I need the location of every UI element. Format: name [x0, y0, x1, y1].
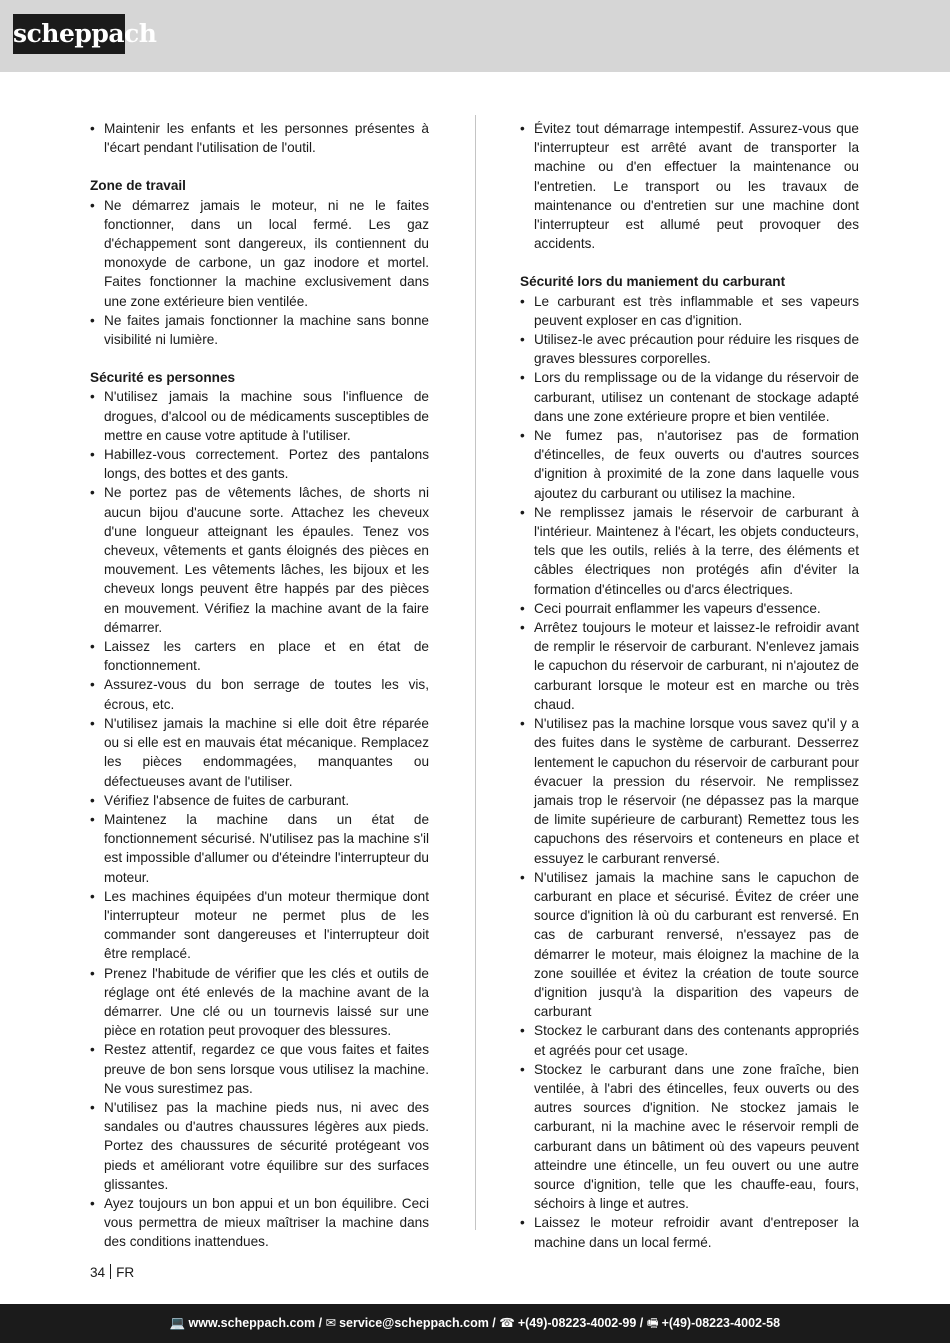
list-item: • Arrêtez toujours le moteur et laissez-le refroidir avant de remplir le réservoir de carburant. N'enlevez jamais le capuchon du réservoir de carburant, ni n'ajoutez de carburant lorsque le moteur est en marche ou très chaud. [520, 618, 859, 714]
footer-email: service@scheppach.com [339, 1316, 489, 1330]
list-item: • Restez attentif, regardez ce que vous faites et faites preuve de bon sens lorsque vous utilisez la machine. Ne vous surestimez pas. [90, 1040, 429, 1098]
list-item: • Stockez le carburant dans une zone fraîche, bien ventilée, à l'abri des étincelles, feux ouverts ou des autres sources d'ignition. Ne stockez jamais le carburant, ni la machine avec le réservoir rempli de carburant dans un bâtiment où des vapeurs peuvent atteindre une étincelle, un feu ouvert ou une autre source d'ignition, telle que les chauffe-eau, fours, séchoirs à linge et autres. [520, 1060, 859, 1214]
list-item: • Les machines équipées d'un moteur thermique dont l'interrupteur moteur ne permet plus de les commander sont dangereuses et l'interrupteur doit être remplacé. [90, 887, 429, 964]
list-item: • Ne remplissez jamais le réservoir de carburant à l'intérieur. Maintenez à l'écart, les objets conducteurs, tels que les outils, reliés à la terre, des éléments et câbles électriques non protégés afin d'éviter la formation d'étincelles ou d'arcs électriques. [520, 503, 859, 599]
page-number-separator [110, 1264, 111, 1279]
list-item: • Ceci pourrait enflammer les vapeurs d'essence. [520, 599, 859, 618]
list-item: • Ne fumez pas, n'autorisez pas de formation d'étincelles, de feux ouverts ou d'autres sources d'ignition à proximité de la zone dans laquelle vous ajoutez du carburant ou utilisez la machine. [520, 426, 859, 503]
intro-list [90, 119, 429, 157]
intro-list [520, 119, 859, 253]
page-number-value: 34 [90, 1265, 106, 1280]
phone-icon: ☎ [499, 1316, 515, 1330]
list-item: • Le carburant est très inflammable et ses vapeurs peuvent exploser en cas d'ignition. [520, 292, 859, 330]
list-item: • Assurez-vous du bon serrage de toutes les vis, écrous, etc. [90, 675, 429, 713]
list-item: • Maintenez la machine dans un état de fonctionnement sécurisé. N'utilisez pas la machine s'il est impossible d'allumer ou d'éteindre l'interrupteur du moteur. [90, 810, 429, 887]
section-heading-securite-personnes: Sécurité es personnes [90, 370, 236, 386]
email-icon: ✉ [325, 1316, 337, 1330]
section-heading-securite-carburant: Sécurité lors du maniement du carburant [520, 274, 786, 290]
column-divider [475, 115, 476, 1230]
brand-logo: scheppach [13, 14, 125, 54]
list-item: • Prenez l'habitude de vérifier que les clés et outils de réglage ont été enlevés de la machine avant de la démarrer. Une clé ou un tournevis laissé sur une pièce en rotation peut provoquer des blessures. [90, 964, 429, 1041]
list-item: • Ayez toujours un bon appui et un bon équilibre. Ceci vous permettra de mieux maîtriser la machine dans des conditions inattendues. [90, 1194, 429, 1252]
computer-icon: 💻 [169, 1316, 186, 1330]
footer-separator: / [636, 1316, 647, 1330]
list-item: • Habillez-vous correctement. Portez des pantalons longs, des bottes et des gants. [90, 445, 429, 483]
footer-website: www.scheppach.com [188, 1316, 316, 1330]
section-list [90, 387, 429, 1251]
list-item: • Laissez le moteur refroidir avant d'entreposer la machine dans un local fermé. [520, 1213, 859, 1251]
page-language: FR [116, 1265, 135, 1280]
page-number [90, 1264, 134, 1280]
footer-separator: / [315, 1316, 326, 1330]
section-list [520, 292, 859, 1252]
section-heading-zone-de-travail: Zone de travail [90, 178, 186, 194]
footer-fax: +(49)-08223-4002-58 [661, 1316, 781, 1330]
list-item: • N'utilisez jamais la machine sans le capuchon de carburant en place et sécurisé. Évitez de créer une source d'ignition là où du carburant est renversé. En cas de carburant renversé, n'essayez pas de démarrer le moteur, mais éloignez la machine de la zone souillée et évitez la création de toute source d'ignition jusqu'à la disparition des vapeurs de carburant [520, 868, 859, 1022]
footer-phone: +(49)-08223-4002-99 [517, 1316, 637, 1330]
list-item: • Évitez tout démarrage intempestif. Assurez-vous que l'interrupteur est arrêté avant de transporter la machine ou d'en effectuer la maintenance ou l'entretien. Le transport ou les travaux de maintenance ou d'entretien sur une machine dont l'interrupteur est allumé peut provoquer des accidents. [520, 119, 859, 253]
footer-separator: / [488, 1316, 500, 1330]
list-item: • Stockez le carburant dans des contenants appropriés et agréés pour cet usage. [520, 1021, 859, 1059]
list-item: • Ne portez pas de vêtements lâches, de shorts ni aucun bijou d'aucune sorte. Attachez les cheveux d'une longueur atteignant les épaules. Tenez vos cheveux, vêtements et gants éloignés des pièces en mouvement. Les vêtements lâches, les bijoux et les cheveux longs peuvent être happés par des pièces en mouvement. Vérifiez la machine avant de la faire démarrer. [90, 483, 429, 637]
list-item: • Utilisez-le avec précaution pour réduire les risques de graves blessures corporelles. [520, 330, 859, 368]
list-item: • N'utilisez jamais la machine sous l'influence de drogues, d'alcool ou de médicaments susceptibles de mettre en cause votre aptitude à l'utiliser. [90, 387, 429, 445]
list-item: • N'utilisez jamais la machine si elle doit être réparée ou si elle est en mauvais état mécanique. Remplacez les pièces endommagées, manquantes ou défectueuses avant de l'utiliser. [90, 714, 429, 791]
list-item: • Lors du remplissage ou de la vidange du réservoir de carburant, utilisez un contenant de stockage adapté dans une zone extérieure propre et bien ventilée. [520, 368, 859, 426]
page-footer [0, 1304, 950, 1343]
fax-icon: 🖷 [646, 1316, 659, 1330]
list-item: • Ne démarrez jamais le moteur, ni ne le faites fonctionner, dans un local fermé. Les gaz d'échappement sont dangereux, ils contiennent du monoxyde de carbone, un gaz inodore et mortel. Faites fonctionner la machine exclusivement dans une zone extérieure bien ventilée. [90, 196, 429, 311]
page-header [0, 0, 950, 72]
right-column [520, 119, 859, 1252]
list-item: • Vérifiez l'absence de fuites de carburant. [90, 791, 429, 810]
list-item: • Maintenir les enfants et les personnes présentes à l'écart pendant l'utilisation de l'outil. [90, 119, 429, 157]
list-item: • Laissez les carters en place et en état de fonctionnement. [90, 637, 429, 675]
list-item: • Ne faites jamais fonctionner la machine sans bonne visibilité ni lumière. [90, 311, 429, 349]
left-column [90, 119, 429, 1252]
section-list [90, 196, 429, 350]
list-item: • N'utilisez pas la machine pieds nus, ni avec des sandales ou d'autres chaussures légères aux pieds. Portez des chaussures de sécurité protégeant vos pieds et améliorant votre équilibre sur des surfaces glissantes. [90, 1098, 429, 1194]
list-item: • N'utilisez pas la machine lorsque vous savez qu'il y a des fuites dans le système de carburant. Desserrez lentement le capuchon du réservoir de carburant pour évacuer la pression du réservoir. Ne remplissez jamais trop le réservoir (ne dépassez pas la marque de limite supérieure de carburant) Remettez tous les capuchons des réservoirs et conteneurs en place et essuyez le carburant renversé. [520, 714, 859, 868]
